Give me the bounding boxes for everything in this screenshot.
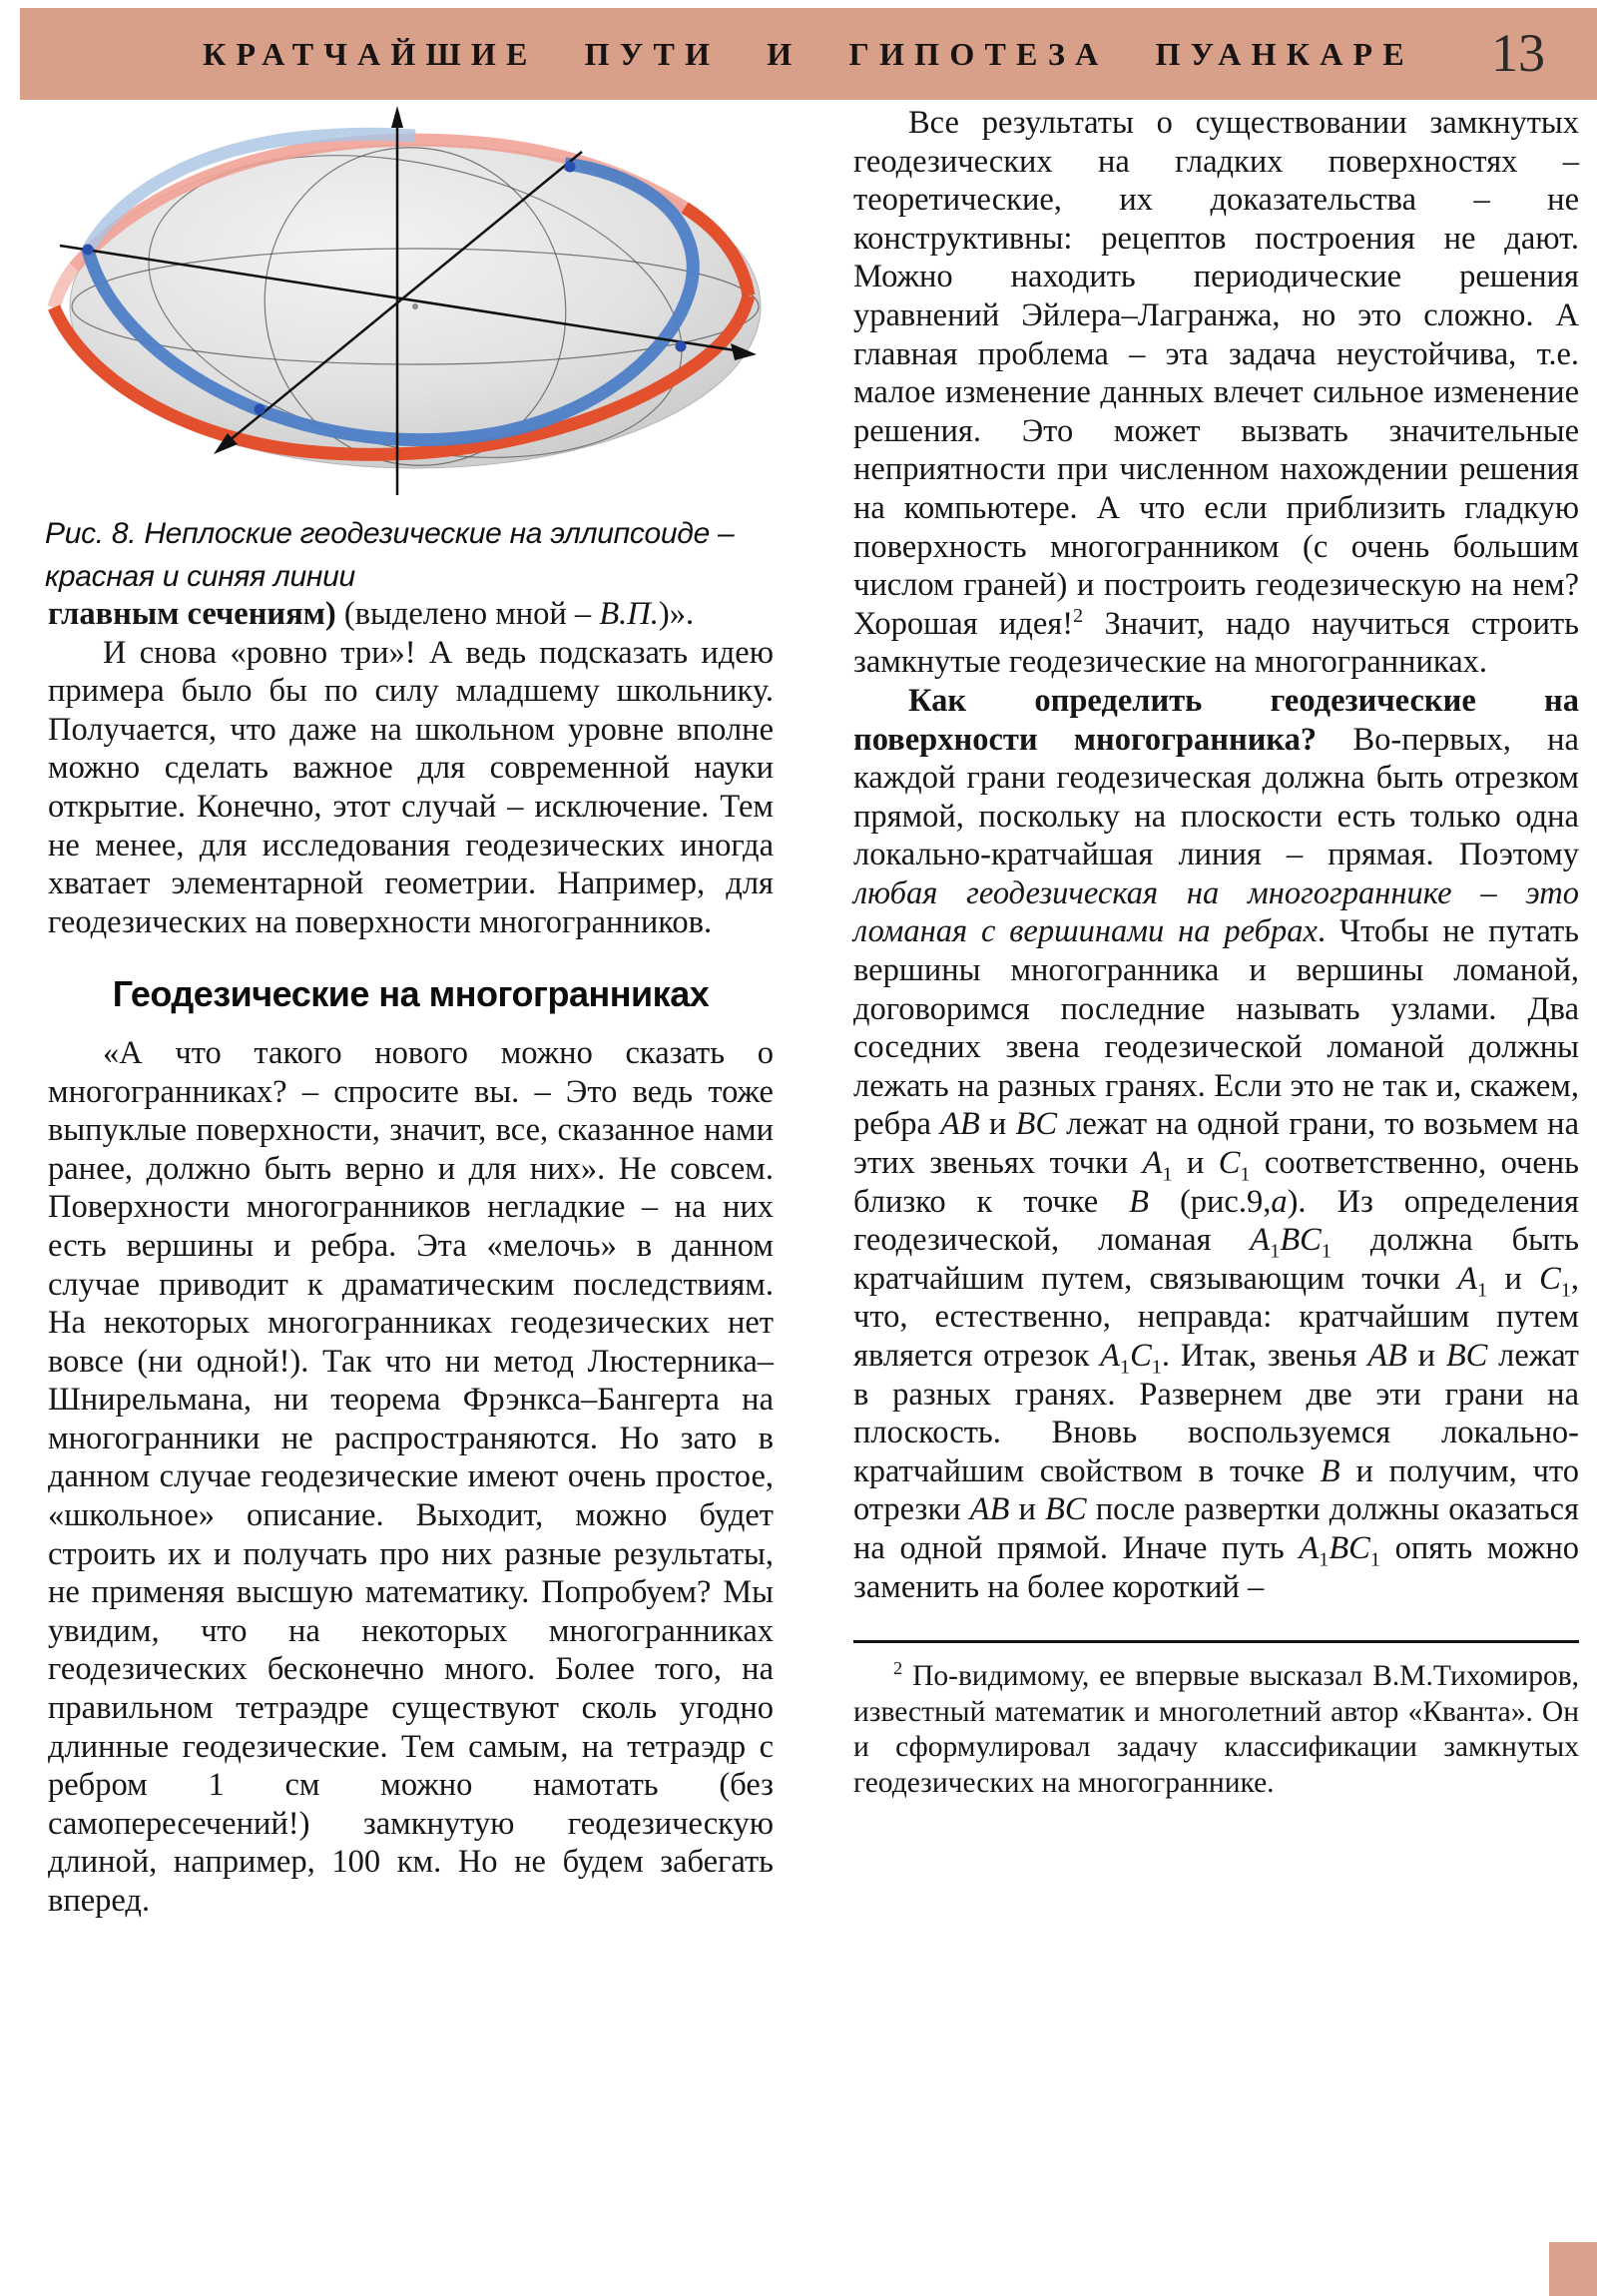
right-column [853,104,1579,1801]
corner-block [1549,2242,1597,2296]
right-column-text [853,104,1579,1606]
header-title: КРАТЧАЙШИЕ ПУТИ И ГИПОТЕЗА ПУАНКАРЕ [203,35,1414,72]
ellipsoid-svg [38,100,808,504]
left-column [48,595,774,1921]
center-dot [412,303,418,309]
paragraph: «А что такого нового можно сказать о многогранниках? – спросите вы. – Это ведь тоже выпуклые поверхности, значит, все, сказанное нами ранее, должно быть верно и для них». Не совсем. Поверхности многогранников негладкие – на них есть вершины и ребра. Эта «мелочь» в данном случае приводит к драматическим последствиям. На некоторых многогранниках геодезических нет вовсе (ни одной!). Так что ни метод Люстерника–Шнирельмана, ни теорема Фрэнкса–Бангерта на многогранники не распространяются. Но зато в данном случае геодезические имеют очень простое, «школьное» описание. Выходит, можно будет строить их и получать про них разные результаты, не применяя высшую математику. Попробуем? Мы увидим, что на некоторых многогранниках геодезических бесконечно много. Более того, на правильном тетраэдре существуют сколь угодно длинные геодезические. Тем самым, на тетраэдр с ребром 1 см можно намотать (без самопересечений!) замкнутую геодезическую длиной, например, 100 км. Но не будем забегать вперед. [48,1034,774,1919]
paragraph: Как определить геодезические на поверхности многогранника? Во-первых, на каждой грани геодезическая должна быть отрезком прямой, поскольку на плоскости есть только одна локально-кратчайшая линия – прямая. Поэтому любая геодезическая на многограннике – это ломаная с вершинами на ребрах. Чтобы не путать вершины многогранника и вершины ломаной, договоримся последние называть узлами. Два соседних звена геодезической ломаной должны лежать на разных гранях. Если это не так и, скажем, ребра AB и BC лежат на одной грани, то возьмем на этих звеньях точки $A_1$ и $C_1$ соответственно, очень близко к точке B (рис.9,а). Из определения геодезической, ломаная $A_1BC_1$ должна быть кратчайшим путем, связывающим точки $A_1$ и $C_1$, что, естественно, неправда: кратчайшим путем является отрезок $A_1C_1$. Итак, звенья AB и BC лежат в разных гранях. Развернем две эти грани на плоскость. Вновь воспользуемся локально-кратчайшим свойством в точке B и получим, что отрезки AB и BC после развертки должны оказаться на одной прямой. Иначе путь $A_1BC_1$ опять можно заменить на более короткий – [853,682,1580,1605]
node-dot [255,404,266,415]
ellipsoid-figure [38,100,808,504]
paragraph: $^2$ По-видимому, ее впервые высказал В.М.Тихомиров, известный математик и многолетний автор «Кванта». Он и сформулировал задачу классификации замкнутых геодезических на многограннике. [853,1658,1579,1799]
page-number: 13 [1491,23,1545,83]
footnote [853,1640,1579,1801]
figure-caption: Рис. 8. Неплоские геодезические на эллипсоиде – красная и синяя линии [45,517,735,593]
node-dot [676,341,687,352]
node-dot [565,162,576,173]
paragraph: главным сечениям) (выделено мной – В.П.)». [48,596,695,632]
section-heading: Геодезические на многогранниках [112,973,710,1015]
header-bar [20,8,1597,100]
paragraph: И снова «ровно три»! А ведь подсказать идею примера было бы по силу младшему школьнику. Получается, что даже на школьном уровне вполне можно сделать важное для современной науки открытие. Конечно, этот случай – исключение. Тем не менее, для исследования геодезических иногда хватает элементарной геометрии. Например, для геодезических на поверхности многогранников. [48,634,774,940]
paragraph: Все результаты о существовании замкнутых геодезических на гладких поверхностях – теоретические, их доказательства – не конструктивны: рецептов построения не дают. Можно находить периодические решения уравнений Эйлера–Лагранжа, но это сложно. А главная проблема – эта задача неустойчива, т.е. малое изменение данных влечет сильное изменение решения. Это может вызвать значительные неприятности при численном нахождении решения на компьютере. А что если приблизить гладкую поверхность многогранником (с очень большим числом граней) и построить геодезическую на нем? Хорошая идея!$^2$ Значит, надо научиться строить замкнутые геодезические на многогранниках. [853,105,1579,681]
vertical-axis-arrow-icon [391,106,403,128]
node-dot [83,245,94,256]
